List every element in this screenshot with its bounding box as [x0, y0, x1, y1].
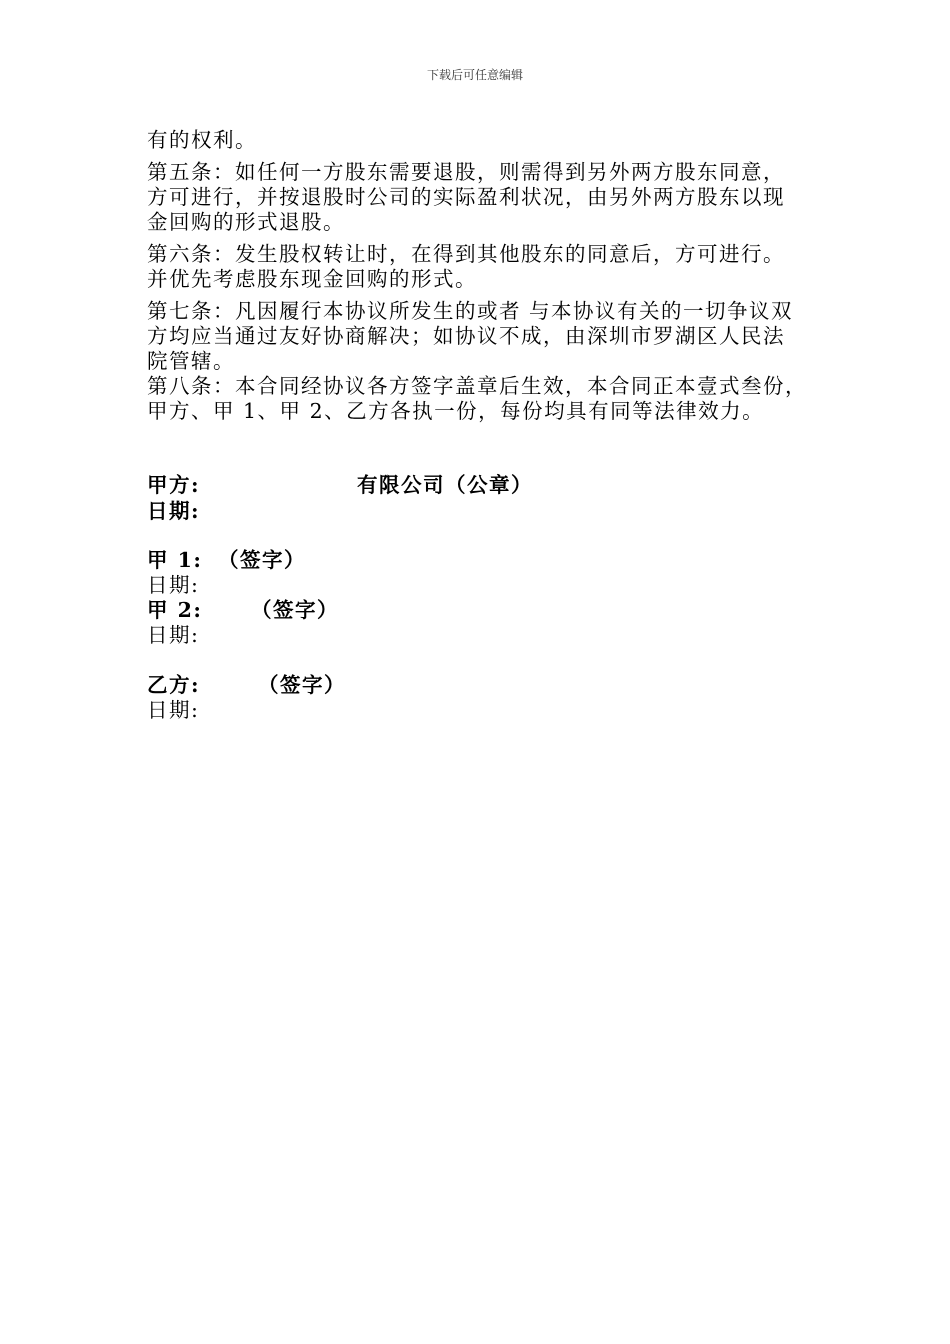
party-a-date-label: 日期: [147, 499, 201, 523]
text-line: 并优先考虑股东现金回购的形式。 [147, 267, 477, 291]
party-a2-sign: （签字） [251, 598, 339, 622]
party-b-date-label: 日期: [147, 698, 200, 722]
party-a2-label: 甲 2: [147, 598, 203, 622]
page-header: 下载后可任意编辑 [426, 68, 523, 82]
paragraph-rights-end [147, 128, 827, 153]
party-a1-sign: （签字） [218, 548, 306, 572]
text-line: 第七条：凡因履行本协议所发生的或者 与本协议有关的一切争议双 [147, 299, 794, 323]
paragraph-article-6 [147, 242, 827, 292]
party-a-line [147, 473, 200, 498]
party-a2-date-label: 日期: [147, 623, 200, 647]
contract-body [147, 128, 827, 424]
party-a-label: 甲方: [147, 473, 201, 497]
text-line: 方可进行，并按退股时公司的实际盈利状况，由另外两方股东以现 [147, 185, 785, 209]
paragraph-article-5 [147, 160, 827, 235]
text-line: 第六条：发生股权转让时，在得到其他股东的同意后，方可进行。 [147, 242, 785, 266]
party-a1-date-label: 日期: [147, 573, 200, 597]
text-line: 第五条：如任何一方股东需要退股，则需得到另外两方股东同意， [147, 160, 785, 184]
party-a-company-seal: 有限公司（公章） [357, 473, 533, 497]
text-line: 院管辖。 [147, 349, 235, 373]
text-line: 第八条：本合同经协议各方签字盖章后生效，本合同正本壹式叁份， [147, 374, 807, 398]
text-line: 金回购的形式退股。 [147, 210, 345, 234]
text-line: 有的权利。 [147, 128, 257, 152]
paragraph-article-7 [147, 299, 827, 374]
party-b-sign: （签字） [258, 673, 346, 697]
paragraph-article-8 [147, 374, 827, 424]
party-a1-label: 甲 1: [147, 548, 203, 572]
text-line: 方均应当通过友好协商解决；如协议不成，由深圳市罗湖区人民法 [147, 324, 785, 348]
party-b-label: 乙方: [147, 673, 201, 697]
text-line: 甲方、甲 1、甲 2、乙方各执一份，每份均具有同等法律效力。 [147, 399, 765, 423]
